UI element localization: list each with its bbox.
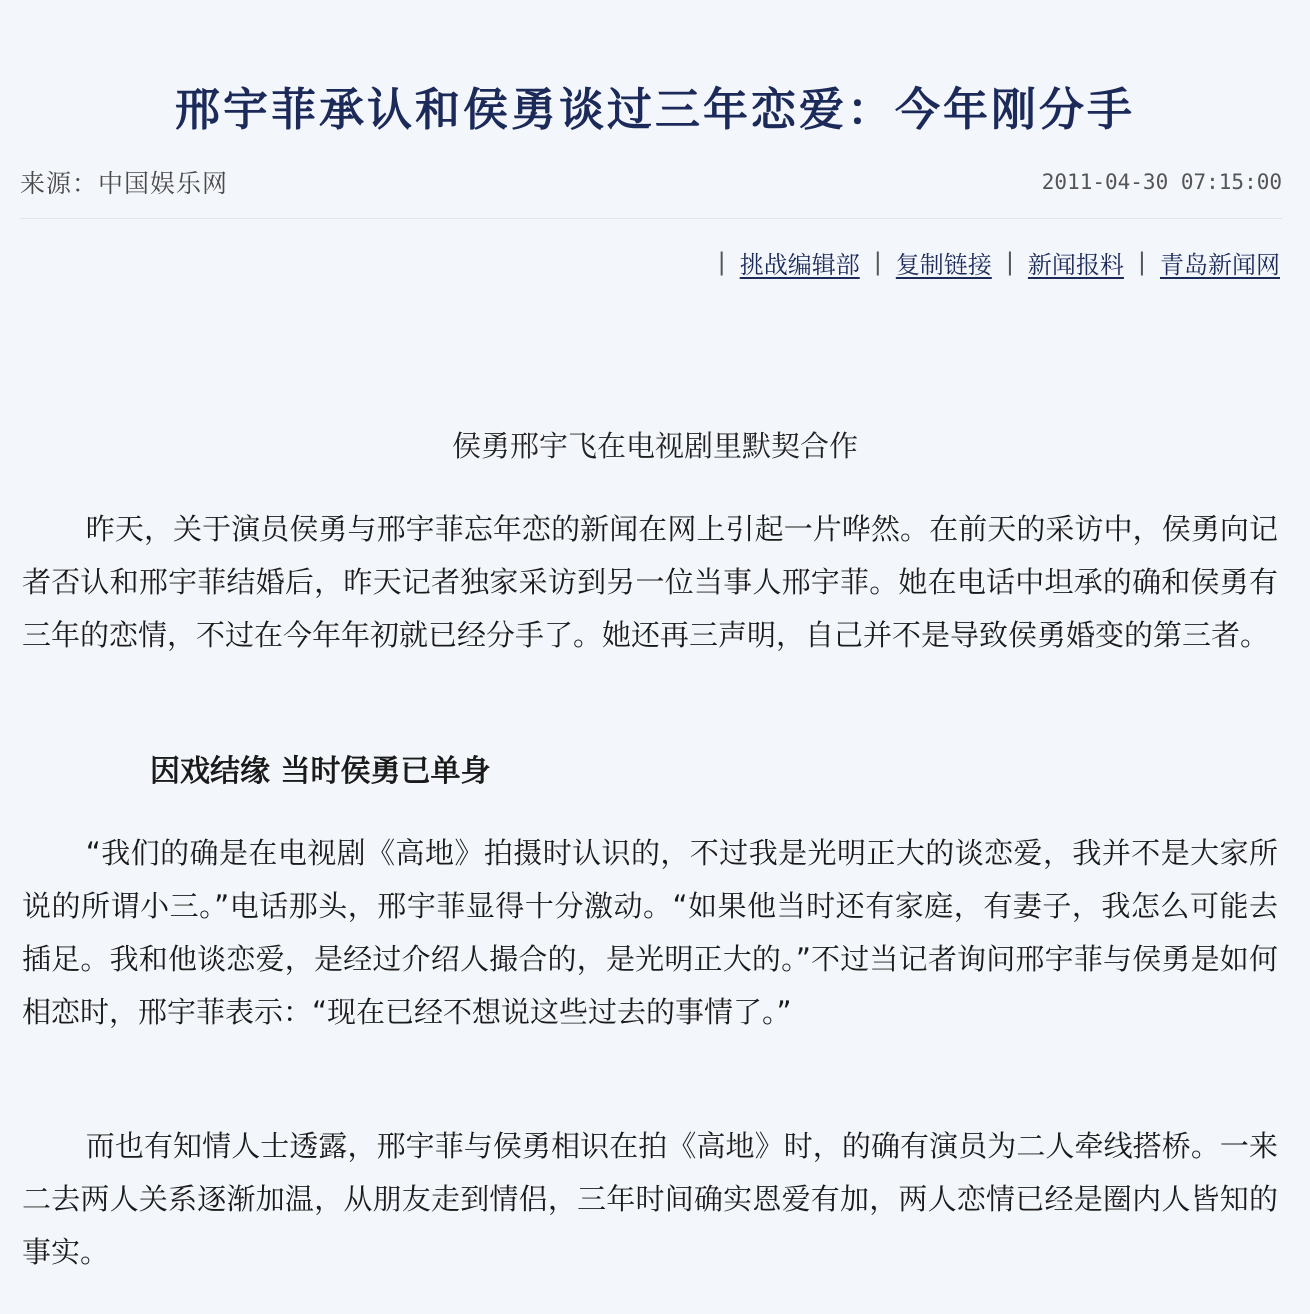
article-title: 邢宇菲承认和侯勇谈过三年恋爱：今年刚分手 bbox=[174, 83, 1135, 136]
article-subheading: 因戏结缘 当时侯勇已单身 bbox=[150, 754, 491, 789]
toolbar-separator: | bbox=[1005, 248, 1014, 276]
news-tip-link[interactable]: 新闻报料 bbox=[1027, 250, 1124, 279]
toolbar-separator: | bbox=[873, 248, 882, 276]
article-paragraph-2: “我们的确是在电视剧《高地》拍摄时认识的，不过我是光明正大的谈恋爱，我并不是大家所说的所谓小三。”电话那头，邢宇菲显得十分激动。“如果他当时还有家庭，有妻子，我怎么可能去插足。我和他谈恋爱，是经过介绍人撮合的，是光明正大的。”不过当记者询问邢宇菲与侯勇是如何相恋时，邢宇菲表示：“现在已经不想说这些过去的事情了。” bbox=[22, 836, 1278, 1029]
challenge-editor-link[interactable]: 挑战编辑部 bbox=[739, 250, 860, 279]
article-datetime: 2011-04-30 07:15:00 bbox=[1041, 170, 1282, 194]
meta-divider bbox=[20, 218, 1282, 219]
qingdao-news-link[interactable]: 青岛新闻网 bbox=[1160, 250, 1280, 279]
article-meta bbox=[20, 162, 1282, 202]
article-toolbar bbox=[704, 242, 1280, 282]
article-paragraph-3: 而也有知情人士透露，邢宇菲与侯勇相识在拍《高地》时，的确有演员为二人牵线搭桥。一来二去两人关系逐渐加温，从朋友走到情侣，三年时间确实恩爱有加，两人恋情已经是圈内人皆知的事实。 bbox=[22, 1129, 1278, 1269]
toolbar-separator: | bbox=[1137, 248, 1146, 276]
article-source: 来源：中国娱乐网 bbox=[20, 169, 229, 198]
image-caption: 侯勇邢宇飞在电视剧里默契合作 bbox=[451, 429, 858, 463]
copy-link-link[interactable]: 复制链接 bbox=[895, 250, 992, 279]
article-paragraph-1: 昨天，关于演员侯勇与邢宇菲忘年恋的新闻在网上引起一片哗然。在前天的采访中，侯勇向记者否认和邢宇菲结婚后，昨天记者独家采访到另一位当事人邢宇菲。她在电话中坦承的确和侯勇有三年的恋情，不过在今年年初就已经分手了。她还再三声明，自己并不是导致侯勇婚变的第三者。 bbox=[22, 512, 1278, 652]
toolbar-separator: | bbox=[717, 248, 726, 276]
